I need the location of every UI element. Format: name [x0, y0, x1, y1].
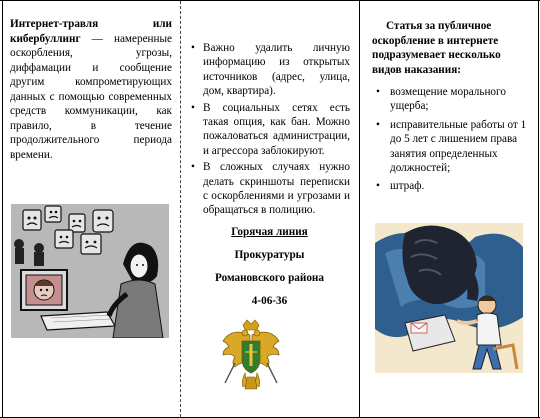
hotline-phone: 4-06-36	[251, 294, 288, 307]
penalty-list	[372, 85, 530, 194]
penalty-item: • штраф.	[390, 179, 530, 193]
definition-paragraph	[10, 17, 172, 162]
hotline-block	[189, 226, 350, 307]
cyberbullying-illustration	[11, 204, 169, 338]
hotline-district: Романовского района	[215, 271, 324, 284]
online-aggressor-illustration	[375, 223, 523, 373]
prosecutor-emblem-icon	[221, 319, 281, 395]
penalty-item: • возмещение морального ущерба;	[390, 85, 530, 114]
penalty-item: • исправительные работы от 1 до 5 лет с лишением права занятия определенных должностей;	[390, 118, 530, 176]
hotline-org: Прокуратуры	[234, 248, 305, 261]
penalty-heading: Статья за публичное оскорбление в интернете подразумевает несколько видов наказания:	[372, 20, 501, 76]
panel-advice	[181, 1, 358, 417]
advice-item: • В сложных случаях нужно делать скриншоты переписки с оскорблениями и угрозами и обращаться в полицию.	[203, 160, 350, 218]
definition-term: Интернет-травля или кибербуллинг	[10, 18, 172, 45]
advice-list	[189, 41, 350, 218]
definition-text: — намеренные оскорбления, угрозы, диффамации и сообщение другим компрометирующих данных с помощью современных средств коммуникации, как правило, в течение продолжительного периода времени.	[10, 32, 172, 161]
hotline-title: Горячая линия	[231, 225, 308, 238]
advice-item: • В социальных сетях есть такая опция, как бан. Можно пожаловаться администрации, и агрессора заблокируют.	[203, 101, 350, 159]
advice-item: • Важно удалить личную информацию из открытых источников (адрес, улица, дом, квартира).	[203, 41, 350, 99]
